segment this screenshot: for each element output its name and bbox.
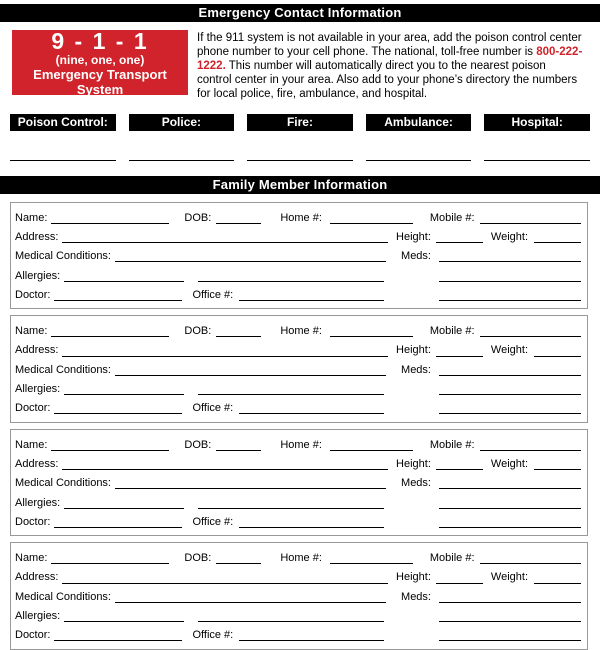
- office-phone-label: Office #:: [192, 515, 234, 528]
- allergies-fill-line[interactable]: [64, 508, 184, 509]
- doctor-fill-line[interactable]: [54, 300, 182, 301]
- medical-conditions-row: [15, 474, 581, 493]
- weight-fill-line[interactable]: [534, 583, 581, 584]
- meds-continuation-line-2[interactable]: [439, 527, 581, 528]
- weight-fill-line[interactable]: [534, 356, 581, 357]
- home-phone-fill-line[interactable]: [330, 563, 413, 564]
- doctor-label: Doctor:: [15, 515, 51, 528]
- medical-conditions-row: [15, 247, 581, 266]
- medical-conditions-fill-line[interactable]: [115, 261, 386, 262]
- contact-column-police: [129, 114, 235, 161]
- family-member-card: [10, 315, 588, 422]
- meds-label: Meds:: [401, 363, 431, 376]
- poison-control-phone-number: 800-222-1222.: [197, 46, 583, 72]
- height-fill-line[interactable]: [436, 356, 483, 357]
- name-label: Name:: [15, 438, 48, 451]
- name-label: Name:: [15, 325, 48, 338]
- fire-fill-line[interactable]: [247, 160, 353, 161]
- police-label: Police:: [129, 114, 235, 131]
- family-member-section-title: Family Member Information: [0, 176, 600, 194]
- name-row: [15, 435, 581, 454]
- meds-fill-line[interactable]: [439, 602, 581, 603]
- medical-conditions-label: Medical Conditions:: [15, 250, 111, 263]
- height-fill-line[interactable]: [436, 242, 483, 243]
- weight-label: Weight:: [490, 457, 528, 470]
- medical-conditions-label: Medical Conditions:: [15, 477, 111, 490]
- family-member-card: [10, 202, 588, 309]
- weight-fill-line[interactable]: [534, 242, 581, 243]
- address-row: [15, 568, 581, 587]
- page-title: Emergency Contact Information: [0, 4, 600, 22]
- address-fill-line[interactable]: [62, 469, 388, 470]
- name-row: [15, 548, 581, 567]
- address-row: [15, 227, 581, 246]
- office-phone-fill-line[interactable]: [239, 640, 384, 641]
- medical-conditions-row: [15, 587, 581, 606]
- mobile-phone-label: Mobile #:: [429, 438, 475, 451]
- police-fill-line[interactable]: [129, 160, 235, 161]
- mobile-phone-label: Mobile #:: [429, 325, 475, 338]
- address-row: [15, 454, 581, 473]
- dob-fill-line[interactable]: [216, 563, 261, 564]
- name-fill-line[interactable]: [51, 223, 169, 224]
- allergies-row: [15, 493, 581, 512]
- medical-conditions-fill-line[interactable]: [115, 488, 386, 489]
- mobile-phone-fill-line[interactable]: [480, 223, 581, 224]
- address-label: Address:: [15, 230, 59, 243]
- allergies-label: Allergies:: [15, 496, 61, 509]
- address-label: Address:: [15, 344, 59, 357]
- mobile-phone-fill-line[interactable]: [480, 563, 581, 564]
- 911-code: 9 - 1 - 1: [51, 27, 149, 54]
- meds-fill-line[interactable]: [439, 488, 581, 489]
- mobile-phone-fill-line[interactable]: [480, 450, 581, 451]
- name-fill-line[interactable]: [51, 563, 169, 564]
- poison-control-label: Poison Control:: [10, 114, 116, 131]
- meds-label: Meds:: [401, 477, 431, 490]
- fire-label: Fire:: [247, 114, 353, 131]
- doctor-fill-line[interactable]: [54, 413, 182, 414]
- address-fill-line[interactable]: [62, 583, 388, 584]
- dob-fill-line[interactable]: [216, 336, 261, 337]
- office-phone-fill-line[interactable]: [239, 527, 384, 528]
- dob-fill-line[interactable]: [216, 223, 261, 224]
- office-phone-label: Office #:: [192, 402, 234, 415]
- office-phone-fill-line[interactable]: [239, 413, 384, 414]
- dob-label: DOB:: [184, 438, 212, 451]
- allergies-label: Allergies:: [15, 609, 61, 622]
- name-label: Name:: [15, 552, 48, 565]
- contact-column-hospital: [484, 114, 590, 161]
- poison-control-fill-line[interactable]: [10, 160, 116, 161]
- home-phone-fill-line[interactable]: [330, 450, 413, 451]
- weight-label: Weight:: [490, 571, 528, 584]
- meds-continuation-line[interactable]: [439, 508, 581, 509]
- home-phone-label: Home #:: [280, 211, 322, 224]
- meds-continuation-line[interactable]: [439, 281, 581, 282]
- doctor-row: [15, 626, 581, 645]
- weight-label: Weight:: [490, 230, 528, 243]
- doctor-row: [15, 399, 581, 418]
- hospital-fill-line[interactable]: [484, 160, 590, 161]
- meds-fill-line[interactable]: [439, 375, 581, 376]
- medical-conditions-fill-line[interactable]: [115, 375, 386, 376]
- instructions-text-after: This number will automatically direct you to the nearest poison control center in your area. Also add to your phone’s directory the numbers for local police, fire, ambulance, and hospital.: [197, 60, 578, 100]
- meds-continuation-line-2[interactable]: [439, 413, 581, 414]
- allergies-fill-line[interactable]: [64, 281, 184, 282]
- weight-fill-line[interactable]: [534, 469, 581, 470]
- office-phone-label: Office #:: [192, 288, 234, 301]
- height-label: Height:: [396, 230, 431, 243]
- instructions-text-before: If the 911 system is not available in your area, add the poison control center phone number to your cell phone. The national, toll-free number is: [197, 32, 582, 58]
- mobile-phone-label: Mobile #:: [429, 211, 475, 224]
- doctor-row: [15, 285, 581, 304]
- dob-fill-line[interactable]: [216, 450, 261, 451]
- height-fill-line[interactable]: [436, 469, 483, 470]
- allergies-fill-line[interactable]: [64, 621, 184, 622]
- medical-conditions-fill-line[interactable]: [115, 602, 386, 603]
- medical-conditions-label: Medical Conditions:: [15, 363, 111, 376]
- doctor-fill-line[interactable]: [54, 527, 182, 528]
- family-member-sections: [10, 202, 588, 650]
- allergies-label: Allergies:: [15, 383, 61, 396]
- address-label: Address:: [15, 571, 59, 584]
- height-label: Height:: [396, 457, 431, 470]
- meds-label: Meds:: [401, 250, 431, 263]
- height-label: Height:: [396, 571, 431, 584]
- address-label: Address:: [15, 457, 59, 470]
- contact-column-ambulance: [366, 114, 472, 161]
- meds-continuation-line[interactable]: [439, 394, 581, 395]
- allergies-row: [15, 379, 581, 398]
- home-phone-fill-line[interactable]: [330, 223, 413, 224]
- ambulance-label: Ambulance:: [366, 114, 472, 131]
- meds-label: Meds:: [401, 590, 431, 603]
- name-row: [15, 321, 581, 340]
- height-label: Height:: [396, 344, 431, 357]
- meds-fill-line[interactable]: [439, 261, 581, 262]
- name-label: Name:: [15, 211, 48, 224]
- name-fill-line[interactable]: [51, 450, 169, 451]
- allergies-continuation-line[interactable]: [198, 394, 384, 395]
- emergency-911-panel: [12, 27, 588, 101]
- height-fill-line[interactable]: [436, 583, 483, 584]
- office-phone-fill-line[interactable]: [239, 300, 384, 301]
- dob-label: DOB:: [184, 552, 212, 565]
- mobile-phone-label: Mobile #:: [429, 552, 475, 565]
- doctor-row: [15, 512, 581, 531]
- dob-label: DOB:: [184, 325, 212, 338]
- address-fill-line[interactable]: [62, 242, 388, 243]
- contact-column-poison-control: [10, 114, 116, 161]
- doctor-label: Doctor:: [15, 629, 51, 642]
- name-fill-line[interactable]: [51, 336, 169, 337]
- weight-label: Weight:: [490, 344, 528, 357]
- doctor-label: Doctor:: [15, 402, 51, 415]
- allergies-continuation-line[interactable]: [198, 281, 384, 282]
- hospital-label: Hospital:: [484, 114, 590, 131]
- contact-column-fire: [247, 114, 353, 161]
- allergies-fill-line[interactable]: [64, 394, 184, 395]
- family-member-card: [10, 542, 588, 649]
- ambulance-fill-line[interactable]: [366, 160, 472, 161]
- allergies-label: Allergies:: [15, 269, 61, 282]
- medical-conditions-row: [15, 360, 581, 379]
- address-row: [15, 341, 581, 360]
- allergies-continuation-line[interactable]: [198, 508, 384, 509]
- mobile-phone-fill-line[interactable]: [480, 336, 581, 337]
- office-phone-label: Office #:: [192, 629, 234, 642]
- poison-control-instructions: [197, 30, 583, 101]
- 911-code-words: (nine, one, one): [55, 52, 145, 67]
- 911-red-box: [12, 27, 188, 97]
- meds-continuation-line[interactable]: [439, 621, 581, 622]
- name-row: [15, 208, 581, 227]
- meds-continuation-line-2[interactable]: [439, 300, 581, 301]
- address-fill-line[interactable]: [62, 356, 388, 357]
- 911-caption: Emergency Transport System: [33, 66, 167, 97]
- family-member-card: [10, 429, 588, 536]
- medical-conditions-label: Medical Conditions:: [15, 590, 111, 603]
- home-phone-label: Home #:: [280, 325, 322, 338]
- meds-continuation-line-2[interactable]: [439, 640, 581, 641]
- home-phone-fill-line[interactable]: [330, 336, 413, 337]
- home-phone-label: Home #:: [280, 438, 322, 451]
- doctor-fill-line[interactable]: [54, 640, 182, 641]
- home-phone-label: Home #:: [280, 552, 322, 565]
- doctor-label: Doctor:: [15, 288, 51, 301]
- emergency-contacts-row: [10, 114, 590, 161]
- allergies-continuation-line[interactable]: [198, 621, 384, 622]
- dob-label: DOB:: [184, 211, 212, 224]
- allergies-row: [15, 266, 581, 285]
